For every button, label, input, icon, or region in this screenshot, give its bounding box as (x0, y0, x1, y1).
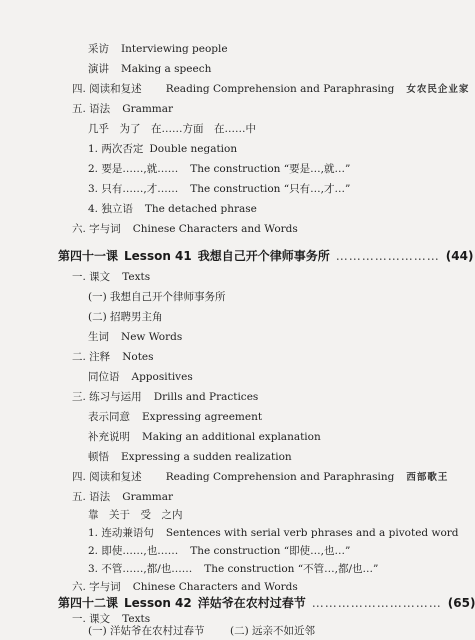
entry-en: The construction “不管…,都/也…” (204, 563, 379, 575)
entry-zh: 2. 即使……,也…… (88, 545, 179, 557)
toc-entry (88, 142, 237, 156)
entry-en: Texts (122, 271, 151, 283)
toc-entry (72, 470, 448, 485)
lesson-number-zh: 第四十一课 (58, 249, 119, 263)
entry-en: Expressing agreement (142, 411, 263, 423)
toc-entry (72, 102, 173, 116)
entry-en: Appositives (131, 371, 193, 383)
entry-zh: 三. 练习与运用 (72, 391, 142, 403)
entry-zh: (一) 我想自己开个律师事务所 (88, 291, 226, 303)
entry-zh: 二. 注释 (72, 351, 111, 363)
toc-entry (88, 310, 163, 324)
toc-entry (88, 430, 321, 444)
reading-title: 西部歌王 (406, 472, 449, 483)
lesson-42-heading[interactable] (58, 595, 475, 611)
lesson-number-en: Lesson 41 (124, 249, 192, 263)
lesson-title: 我想自己开个律师事务所 (197, 249, 330, 263)
entry-zh: 补充说明 (88, 431, 130, 443)
toc-entry (88, 182, 350, 196)
entry-zh: 演讲 (88, 63, 109, 75)
entry-zh: 六. 字与词 (72, 223, 121, 235)
toc-entry (72, 350, 154, 364)
toc-entry (72, 270, 150, 284)
toc-entry (88, 290, 226, 304)
toc-entry (88, 508, 183, 522)
toc-entry (88, 162, 350, 176)
toc-entry (72, 612, 150, 626)
entry-zh: 一. 课文 (72, 613, 111, 625)
entry-en: Grammar (122, 491, 174, 503)
entry-en: The construction “要是…,就…” (190, 163, 351, 175)
entry-zh: 3. 不管……,都/也…… (88, 563, 193, 575)
entry-zh: 四. 阅读和复述 (72, 83, 142, 95)
entry-zh: 顿悟 (88, 451, 109, 463)
toc-entry (88, 202, 257, 216)
entry-zh: 一. 课文 (72, 271, 111, 283)
entry-en: Texts (122, 613, 151, 625)
toc-entry (88, 625, 205, 638)
entry-zh: 靠 关于 受 之内 (88, 509, 183, 521)
toc-entry (88, 526, 459, 540)
page-number: (65) (447, 596, 475, 610)
entry-en: New Words (121, 331, 183, 343)
entry-zh: 3. 只有……,才…… (88, 183, 179, 195)
toc-entry (88, 42, 228, 56)
entry-en: Chinese Characters and Words (132, 581, 298, 593)
entry-en: Reading Comprehension and Paraphrasing (165, 471, 395, 483)
entry-en: Interviewing people (121, 43, 228, 55)
toc-entry (72, 390, 258, 404)
entry-en: Expressing a sudden realization (121, 451, 292, 463)
entry-zh: 同位语 (88, 371, 120, 383)
page-number: (44) (445, 249, 474, 263)
entry-zh: 六. 字与词 (72, 581, 121, 593)
entry-en: Notes (122, 351, 154, 363)
toc-entry (72, 222, 298, 236)
toc-entry (72, 580, 298, 594)
leader-dots: ………………………… (311, 596, 442, 610)
entry-en: Making a speech (121, 63, 212, 75)
entry-zh: (一) 洋姑爷在农村过春节 (88, 625, 205, 637)
entry-en: Chinese Characters and Words (132, 223, 298, 235)
entry-zh: 几乎 为了 在……方面 在……中 (88, 123, 256, 135)
entry-zh: 采访 (88, 43, 109, 55)
entry-zh: 四. 阅读和复述 (72, 471, 142, 483)
toc-entry (88, 370, 193, 384)
entry-zh: 2. 要是……,就…… (88, 163, 179, 175)
entry-en: The construction “即使…,也…” (190, 545, 351, 557)
leader-dots: …………………… (335, 249, 440, 263)
toc-entry (88, 62, 211, 76)
entry-en: Sentences with serial verb phrases and a pivoted word (165, 527, 459, 539)
entry-en: Drills and Practices (153, 391, 259, 403)
toc-entry (72, 490, 173, 504)
entry-en: The detached phrase (144, 203, 257, 215)
toc-entry (88, 410, 262, 424)
entry-zh: 1. 连动兼语句 (88, 527, 154, 539)
toc-entry (88, 122, 256, 136)
lesson-title: 洋姑爷在农村过春节 (197, 596, 306, 610)
entry-en: Double negation (149, 143, 238, 155)
entry-zh: 1. 两次否定 (88, 143, 144, 155)
entry-zh: 五. 语法 (72, 103, 111, 115)
entry-en: Grammar (122, 103, 174, 115)
entry-en: Making an additional explanation (142, 431, 321, 443)
entry-zh: (二) 招聘男主角 (88, 311, 163, 323)
lesson-number-en: Lesson 42 (124, 596, 192, 610)
entry-en: Reading Comprehension and Paraphrasing (165, 83, 395, 95)
reading-title: 女农民企业家 (406, 84, 470, 95)
entry-zh: (二) 远亲不如近邻 (230, 625, 316, 637)
entry-zh: 五. 语法 (72, 491, 111, 503)
toc-entry (72, 82, 469, 97)
entry-zh: 生词 (88, 331, 109, 343)
toc-entry (230, 625, 315, 638)
lesson-number-zh: 第四十二课 (58, 596, 119, 610)
entry-en: The construction “只有…,才…” (190, 183, 351, 195)
toc-entry (88, 562, 378, 576)
lesson-41-heading[interactable] (58, 248, 473, 264)
entry-zh: 4. 独立语 (88, 203, 133, 215)
entry-zh: 表示同意 (88, 411, 130, 423)
toc-entry (88, 330, 182, 344)
toc-entry (88, 450, 292, 464)
toc-entry (88, 544, 350, 558)
